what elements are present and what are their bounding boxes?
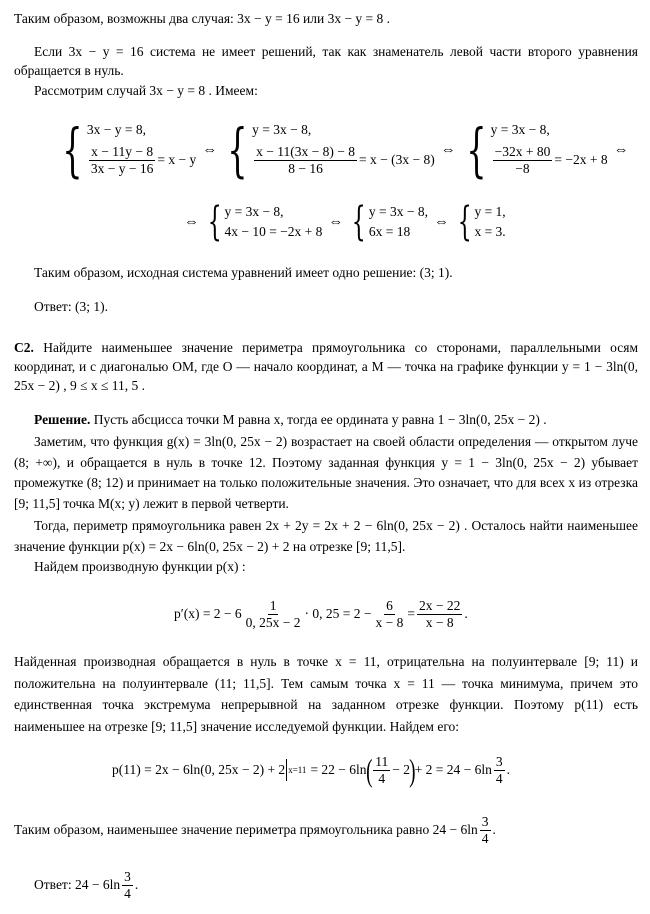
paragraph-perimeter: Тогда, периметр прямоугольника равен 2x + 2y = 2x + 2 − 6ln(0, 25x − 2) . Осталось найти наименьшее значение функции p(x) = 2x − 6ln(0, 25x − 2) + 2 на отрезке [9; 11,5]. <box>14 518 638 554</box>
system-line: 3x − y = 8, <box>86 122 147 137</box>
fraction: $\frac{x - 11y - 8}{3x - y - 16}$ <box>90 143 154 176</box>
paragraph-derivative-intro: Найдем производную функции p(x) : <box>34 559 246 574</box>
paragraph-one-solution: Таким образом, исходная система уравнений имеет одно решение: (3; 1). <box>34 265 453 280</box>
fraction: $\frac{x - 11(3x - 8) - 8}{8 - 16}$ <box>256 143 355 176</box>
paragraph-cases: Таким образом, возможны два случая: 3x − y = 16 или 3x − y = 8 . <box>14 11 391 26</box>
paragraph-conclusion: Таким образом, наименьшее значение периметра прямоугольника равно 24 − 6ln $\frac{3}{4}$ . <box>14 813 496 846</box>
paragraph-minimum: Найденная производная обращается в нуль в точке x = 11, отрицательна на полуинтервале [9; 11) и положительна на полуинтервале (11; 11,5]. Тем самым точка x = 11 — точка минимума, причем это единственная точка экстремума непрерывной на заданном отрезке функции. Поэтому p(11) есть наименьшее на отрезке [9; 11,5] значение исследуемой функции. Найдем его: <box>14 654 638 734</box>
problem-c2: С2. Найдите наименьшее значение периметра прямоугольника со сторонами, параллельными осям координат, и с диагональю OM, где O — начало координат, а M — точка на графике функции y = 1 − 3ln(0, 25x − 2) , 9 ≤ x ≤ 11, 5 . <box>14 340 638 393</box>
paragraph-case-16: Если 3x − y = 16 система не имеет решений, так как знаменатель левой части второго уравнения обращается в нуль. <box>14 44 638 78</box>
equivalence-arrow: ⇔ <box>202 141 218 158</box>
solution-intro: Решение. Пусть абсцисса точки M равна x, тогда ее ордината y равна 1 − 3ln(0, 25x − 2) . <box>34 412 547 427</box>
paragraph-monotonic: Заметим, что функция g(x) = 3ln(0, 25x − 2) возрастает на своей области определения — открытом луче (8; +∞), и обращается в нуль в точке 12. Поэтому заданная функция y = 1 − 3ln(0, 25x − 2) убывает промежутке (8; 12) и принимает на только положительные значения. Это означает, что для всех x из отрезка [9; 11,5] точка M(x; y) лежит в первой четверти. <box>14 434 638 511</box>
fraction: $\frac{-32x + 80}{-8}$ <box>494 143 551 176</box>
equation-system-row1: { 3x − y = 8, $\frac{x - 11y - 8}{3x - y - 16}$ = x − y ⇔ { y = 3x − 8, $\frac{x - 11(3x - 8) - 8}{8 - 16}$ = x − (3x − 8) ⇔ { y = 3x − 8, $\frac{-32x + 80}{-8}$ = −2x + 8 ⇔ <box>62 116 629 184</box>
answer-2: Ответ: 24 − 6ln $\frac{3}{4}$ . <box>34 868 139 901</box>
paragraph-case-8: Рассмотрим случай 3x − y = 8 . Имеем: <box>34 83 258 98</box>
value-calculation: p(11) = 2x − 6ln(0, 25x − 2) + 2 x=11 = 22 − 6ln ( $\frac{11}{4}$ − 2 ) + 2 = 24 − 6ln $\frac{3}{4}$ . <box>112 752 510 788</box>
derivative-formula: p′(x) = 2 − 6 $\frac{1}{0, 25x - 2}$ · 0, 25 = 2 − $\frac{6}{x - 8}$ = $\frac{2x - 22}{x - 8}$ . <box>174 597 468 630</box>
equation-system-row2: ⇔ { y = 3x − 8, 4x − 10 = −2x + 8 ⇔ { y = 3x − 8, 6x = 18 ⇔ { y = 1, x = 3. <box>184 199 506 245</box>
answer-1: Ответ: (3; 1). <box>34 299 108 314</box>
